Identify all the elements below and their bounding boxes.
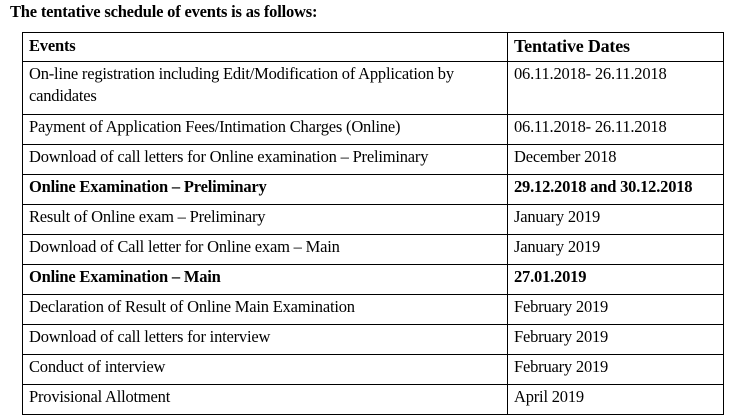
event-cell: Online Examination – Main bbox=[23, 265, 508, 295]
table-row bbox=[23, 145, 724, 175]
date-cell: 29.12.2018 and 30.12.2018 bbox=[508, 175, 724, 205]
date-cell: 27.01.2019 bbox=[508, 265, 724, 295]
date-cell: February 2019 bbox=[508, 355, 724, 385]
event-cell: Download of call letters for Online examination – Preliminary bbox=[23, 145, 508, 175]
date-cell: 06.11.2018- 26.11.2018 bbox=[508, 62, 724, 115]
schedule-table bbox=[22, 32, 724, 415]
table-row bbox=[23, 355, 724, 385]
dates-column-header: Tentative Dates bbox=[508, 33, 724, 62]
date-cell: April 2019 bbox=[508, 385, 724, 415]
event-cell: Result of Online exam – Preliminary bbox=[23, 205, 508, 235]
event-cell: Conduct of interview bbox=[23, 355, 508, 385]
table-row bbox=[23, 115, 724, 145]
date-cell: February 2019 bbox=[508, 295, 724, 325]
page-heading: The tentative schedule of events is as follows: bbox=[10, 2, 318, 21]
event-cell: Payment of Application Fees/Intimation Charges (Online) bbox=[23, 115, 508, 145]
event-cell: Online Examination – Preliminary bbox=[23, 175, 508, 205]
date-cell: January 2019 bbox=[508, 205, 724, 235]
table-row bbox=[23, 62, 724, 115]
table-row bbox=[23, 235, 724, 265]
table-row bbox=[23, 325, 724, 355]
event-cell: Download of Call letter for Online exam – Main bbox=[23, 235, 508, 265]
date-cell: 06.11.2018- 26.11.2018 bbox=[508, 115, 724, 145]
table-row bbox=[23, 385, 724, 415]
event-cell: On-line registration including Edit/Modification of Application by candidates bbox=[23, 62, 508, 115]
table-row bbox=[23, 175, 724, 205]
events-column-header: Events bbox=[23, 33, 508, 62]
table-row bbox=[23, 205, 724, 235]
date-cell: February 2019 bbox=[508, 325, 724, 355]
event-cell: Declaration of Result of Online Main Examination bbox=[23, 295, 508, 325]
event-cell: Download of call letters for interview bbox=[23, 325, 508, 355]
event-cell: Provisional Allotment bbox=[23, 385, 508, 415]
date-cell: December 2018 bbox=[508, 145, 724, 175]
table-row bbox=[23, 265, 724, 295]
table-header-row bbox=[23, 33, 724, 62]
date-cell: January 2019 bbox=[508, 235, 724, 265]
table-row bbox=[23, 295, 724, 325]
